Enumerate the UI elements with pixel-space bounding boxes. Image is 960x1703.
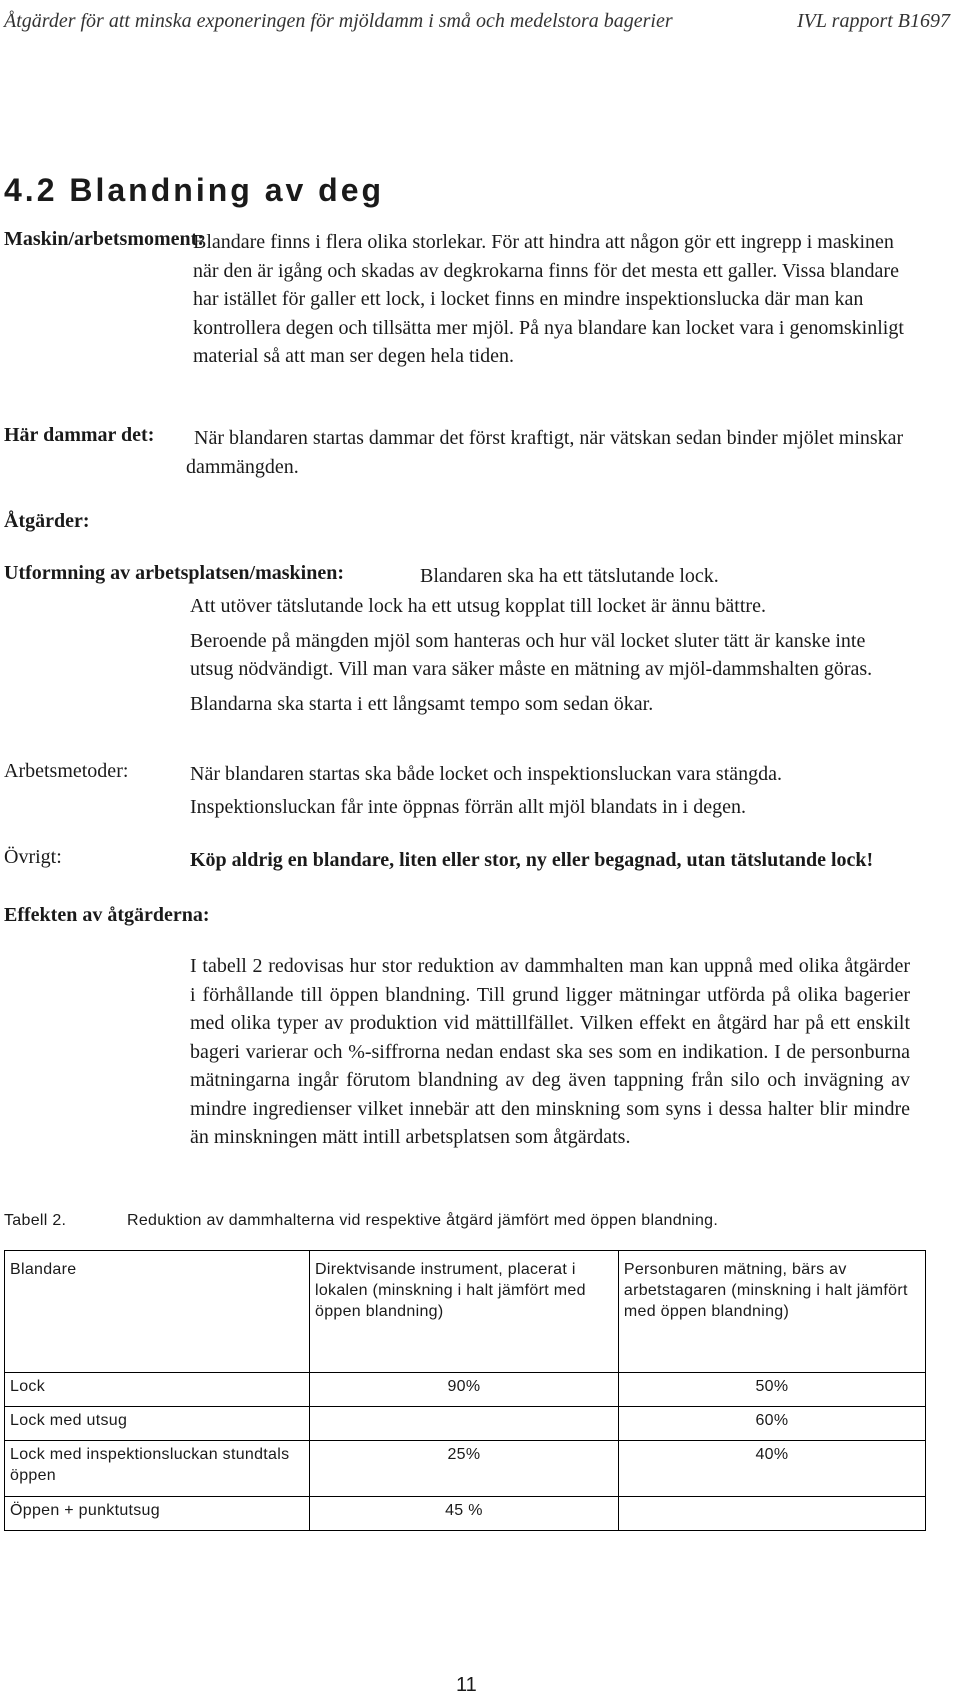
section-heading: 4.2 Blandning av deg (4, 172, 385, 208)
table-header-row (5, 1251, 926, 1373)
table-caption-number: Tabell 2. (4, 1212, 67, 1229)
ovrigt-text: Köp aldrig en blandare, liten eller stor, ny eller begagnad, utan tätslutande lock! (190, 849, 874, 871)
table-cell (310, 1407, 619, 1441)
table-header-cell: Personburen mätning, bärs av arbetstagaren (minskning i halt jämfört med öppen blandning) (618, 1251, 925, 1373)
table-cell: 90% (310, 1373, 619, 1407)
table-cell: Lock med inspektionsluckan stundtals öppen (5, 1441, 310, 1497)
running-header-title: Åtgärder för att minska exponeringen för mjöldamm i små och medelstora bagerier (4, 10, 673, 32)
table-cell: Öppen + punktutsug (5, 1497, 310, 1531)
ovrigt-label: Övrigt: (4, 846, 62, 868)
table-cell: 60% (618, 1407, 925, 1441)
maskin-text (193, 228, 913, 371)
table-caption-text: Reduktion av dammhalterna vid respektive åtgärd jämfört med öppen blandning. (127, 1212, 719, 1229)
table-header-cell: Blandare (5, 1251, 310, 1373)
arbetsmetoder-paragraph-1: När blandaren startas ska både locket och inspektionsluckan vara stängda. (190, 763, 783, 785)
table-cell: 50% (618, 1373, 925, 1407)
table-row (5, 1407, 926, 1441)
table-row (5, 1373, 926, 1407)
utformning-paragraph-2: Beroende på mängden mjöl som hanteras och hur väl locket sluter tätt är kanske inte utsug nödvändigt. Vill man vara säker måste en mätning av mjöl-dammshalten göras. (190, 629, 873, 680)
har-dammar-text: När blandaren startas dammar det först kraftigt, när vätskan sedan binder mjölet minskar dammängden. (186, 427, 904, 478)
table-cell: Lock (5, 1373, 310, 1407)
utformning-first-line: Blandaren ska ha ett tätslutande lock. (420, 565, 719, 587)
table-row (5, 1497, 926, 1531)
maskin-paragraph: Blandare finns i flera olika storlekar. För att hindra att någon gör ett ingrepp i maskinen när den är igång och skadas av degkrokarna finns för det mesta ett galler. Vissa blandare har istället för galler ett lock, i locket finns en mindre inspektionslucka där man kan kontrollera degen och tillsätta mer mjöl. På nya blandare kan locket vara i genomskinligt material så att man ser degen hela tiden. (193, 231, 904, 367)
utformning-text (190, 592, 910, 724)
running-header-report: IVL rapport B1697 (797, 10, 950, 32)
har-dammar-label: Här dammar det: (4, 424, 155, 446)
arbetsmetoder-label: Arbetsmetoder: (4, 760, 129, 782)
utformning-paragraph-3: Blandarna ska starta i ett långsamt tempo som sedan ökar. (190, 692, 654, 715)
arbetsmetoder-paragraph-2: Inspektionsluckan får inte öppnas förrän allt mjöl blandats in i degen. (190, 795, 746, 818)
utformning-paragraph-1: Att utöver tätslutande lock ha ett utsug kopplat till locket är ännu bättre. (190, 595, 766, 617)
arbetsmetoder-text (190, 760, 910, 825)
effekten-label: Effekten av åtgärderna: (4, 904, 210, 926)
effekten-text: I tabell 2 redovisas hur stor reduktion av dammhalten man kan uppnå med olika åtgärder i förhållande till öppen blandning. Till grund ligger mätningar utförda på olika bagerier med olika typer av produktion vid mättillfället. Vilken effekt en åtgärd har på ett enskilt bageri varierar och %-siffrorna nedan endast ska ses som en indikation. I de personburna mätningarna ingår förutom blandning av deg även tappning från silo och invägning av mindre ingredienser vilket innebär att den minskning som syns i dessa halter blir mindre än minskningen mätt intill arbetsplatsen som åtgärdats. (190, 955, 910, 1148)
table-cell: 25% (310, 1441, 619, 1497)
table-header-cell: Direktvisande instrument, placerat i lokalen (minskning i halt jämfört med öppen blandning) (310, 1251, 619, 1373)
table-row (5, 1441, 926, 1497)
table-cell: 40% (618, 1441, 925, 1497)
table-cell (618, 1497, 925, 1531)
maskin-label: Maskin/arbetsmoment: (4, 228, 204, 250)
atgarder-label: Åtgärder: (4, 510, 90, 532)
table-cell: 45 % (310, 1497, 619, 1531)
page-number: 11 (456, 1674, 477, 1696)
reduction-table (4, 1250, 926, 1531)
table-cell: Lock med utsug (5, 1407, 310, 1441)
utformning-label: Utformning av arbetsplatsen/maskinen: (4, 562, 345, 584)
